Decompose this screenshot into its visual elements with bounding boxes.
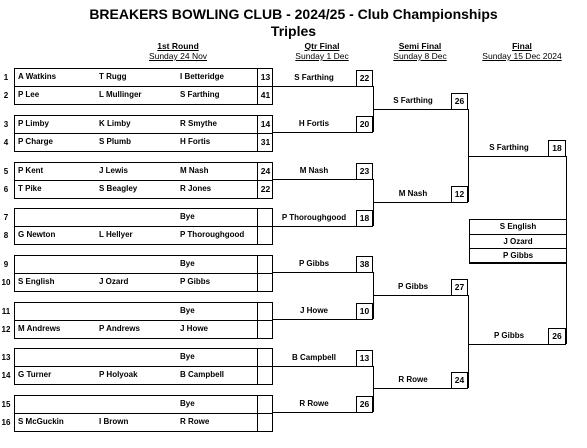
player-lead: G Turner <box>18 370 52 379</box>
sf-score: 27 <box>454 282 465 292</box>
player-skip: R Smythe <box>180 119 217 128</box>
winner-name: S English <box>499 222 537 231</box>
entry-number: 16 <box>1 418 11 427</box>
round-name: 1st Round <box>157 41 199 51</box>
player-two: K Limby <box>99 119 131 128</box>
entry-score: 31 <box>260 137 271 147</box>
round-date: Sunday 24 Nov <box>148 51 208 61</box>
player-two: S Beagley <box>99 184 138 193</box>
row-divider <box>14 413 273 414</box>
player-two: J Lewis <box>99 166 128 175</box>
entry-number: 11 <box>1 307 11 316</box>
player-lead: P Limby <box>18 119 49 128</box>
row-divider <box>14 226 273 227</box>
round-header <box>370 41 470 61</box>
winner-divider <box>469 263 567 264</box>
row-divider <box>14 86 273 87</box>
round-name: Semi Final <box>398 41 442 51</box>
entry-number: 6 <box>3 185 9 194</box>
qf-team: P Thoroughgood <box>281 213 347 222</box>
player-skip: Bye <box>180 259 195 268</box>
player-two: L Mullinger <box>99 90 142 99</box>
qf-underline <box>273 132 356 133</box>
qf-connector <box>373 366 374 412</box>
entry-score: 22 <box>260 184 271 194</box>
sf-team: R Rowe <box>398 375 428 384</box>
qf-score: 26 <box>359 399 370 409</box>
qf-underline <box>273 272 356 273</box>
row-divider <box>14 273 273 274</box>
qf-score: 18 <box>359 213 370 223</box>
entry-number: 9 <box>3 260 9 269</box>
qf-underline <box>273 319 356 320</box>
player-skip: R Jones <box>180 184 212 193</box>
entry-number: 1 <box>3 73 9 82</box>
winner-divider <box>469 234 567 235</box>
qf-team: R Rowe <box>299 399 329 408</box>
player-two: L Hellyer <box>99 230 133 239</box>
row-divider <box>14 133 273 134</box>
player-lead: P Kent <box>18 166 44 175</box>
qf-score: 13 <box>359 353 370 363</box>
qf-team: M Nash <box>299 166 329 175</box>
qf-team: J Howe <box>299 306 328 315</box>
player-skip: H Fortis <box>180 137 211 146</box>
final-score: 26 <box>552 331 562 341</box>
round-date: Sunday 8 Dec <box>393 51 447 61</box>
qf-underline <box>273 412 356 413</box>
entry-number: 4 <box>3 138 9 147</box>
row-divider <box>14 180 273 181</box>
sf-score: 24 <box>454 375 465 385</box>
sf-underline <box>374 388 451 389</box>
entry-number: 10 <box>1 278 11 287</box>
qf-team: S Farthing <box>294 73 334 82</box>
player-skip: R Rowe <box>180 417 210 426</box>
player-lead: P Charge <box>18 137 53 146</box>
round-date: Sunday 15 Dec 2024 <box>482 51 562 61</box>
row-divider <box>14 320 273 321</box>
entry-number: 14 <box>1 371 11 380</box>
final-team: S Farthing <box>489 143 529 152</box>
page-title: BREAKERS BOWLING CLUB - 2024/25 - Club Championships <box>89 6 498 22</box>
player-two: P Holyoak <box>99 370 138 379</box>
qf-score: 10 <box>359 306 370 316</box>
sf-underline <box>374 109 451 110</box>
final-score: 18 <box>552 143 562 153</box>
player-skip: M Nash <box>180 166 209 175</box>
entry-score: 41 <box>260 90 271 100</box>
sf-underline <box>374 295 451 296</box>
qf-score: 23 <box>359 166 370 176</box>
entry-score: 14 <box>260 119 271 129</box>
round-date: Sunday 1 Dec <box>295 51 349 61</box>
sf-team: S Farthing <box>393 96 433 105</box>
player-two: I Brown <box>99 417 129 426</box>
final-underline <box>469 156 548 157</box>
round-name: Final <box>512 41 532 51</box>
player-lead: T Pike <box>18 184 42 193</box>
player-skip: Bye <box>180 399 195 408</box>
player-two: S Plumb <box>99 137 132 146</box>
sf-underline <box>374 202 451 203</box>
player-skip: Bye <box>180 212 195 221</box>
round-header <box>272 41 372 61</box>
qf-score: 38 <box>359 259 370 269</box>
entry-number: 8 <box>3 231 9 240</box>
player-two: J Ozard <box>99 277 129 286</box>
entry-number: 2 <box>3 91 9 100</box>
final-team: P Gibbs <box>493 331 525 340</box>
player-skip: B Campbell <box>180 370 225 379</box>
entry-number: 12 <box>1 325 11 334</box>
player-lead: A Watkins <box>18 72 57 81</box>
player-lead: S McGuckin <box>18 417 64 426</box>
qf-score: 22 <box>359 73 370 83</box>
entry-number: 3 <box>3 120 9 129</box>
player-skip: Bye <box>180 352 195 361</box>
row-divider <box>14 366 273 367</box>
qf-team: B Campbell <box>291 353 336 362</box>
qf-score: 20 <box>359 119 370 129</box>
qf-underline <box>273 366 356 367</box>
round-name: Qtr Final <box>304 41 340 51</box>
qf-underline <box>273 179 356 180</box>
qf-underline <box>273 86 356 87</box>
entry-number: 15 <box>1 400 11 409</box>
winner-name: P Gibbs <box>502 251 534 260</box>
entry-score: 24 <box>260 166 271 176</box>
sf-team: P Gibbs <box>397 282 429 291</box>
round-header <box>466 41 578 61</box>
sf-team: M Nash <box>398 189 428 198</box>
player-skip: S Farthing <box>180 90 220 99</box>
player-skip: Bye <box>180 306 195 315</box>
player-skip: P Gibbs <box>180 277 211 286</box>
player-lead: S English <box>18 277 55 286</box>
final-underline <box>469 344 548 345</box>
player-two: T Rugg <box>99 72 127 81</box>
sf-score: 12 <box>454 189 465 199</box>
player-skip: J Howe <box>180 324 209 333</box>
player-lead: M Andrews <box>18 324 61 333</box>
player-skip: I Betteridge <box>180 72 225 81</box>
qf-team: P Gibbs <box>298 259 330 268</box>
entry-number: 7 <box>3 213 9 222</box>
winner-divider <box>469 248 567 249</box>
player-lead: P Lee <box>18 90 40 99</box>
entry-number: 13 <box>1 353 11 362</box>
entry-number: 5 <box>3 167 9 176</box>
qf-team: H Fortis <box>298 119 330 128</box>
qf-underline <box>273 226 356 227</box>
sf-connector <box>468 295 469 388</box>
page-subtitle: Triples <box>270 23 317 39</box>
entry-score: 13 <box>260 72 271 82</box>
player-lead: G Newton <box>18 230 56 239</box>
player-two: P Andrews <box>99 324 140 333</box>
player-skip: P Thoroughgood <box>180 230 245 239</box>
winner-name: J Ozard <box>503 236 533 246</box>
round-header <box>78 41 278 61</box>
sf-score: 26 <box>454 96 465 106</box>
